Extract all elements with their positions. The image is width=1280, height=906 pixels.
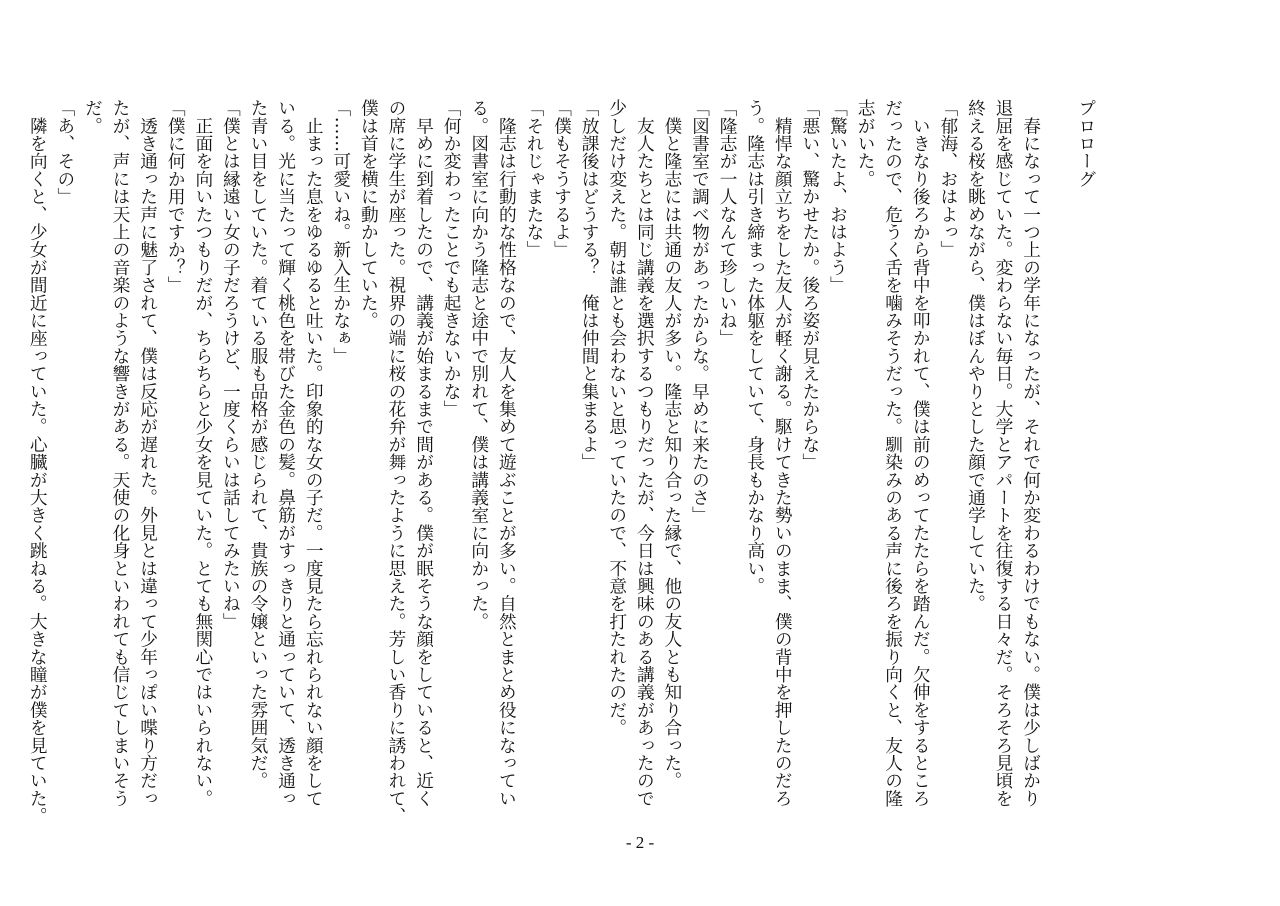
text-line: 「郁海、おはよっ」 — [937, 99, 958, 259]
text-line: 隣を向くと、少女が間近に座っていた。心臓が大きく跳ねる。大きな瞳が僕を見ていた。 — [27, 99, 48, 825]
text-line: 透き通った声に魅了されて、僕は反応が遅れた。外見とは違って少年っぽい喋り方だっ — [137, 99, 158, 807]
text-line: 「驚いたよ、おはよう」 — [827, 99, 848, 294]
text-line: 「隆志が一人なんて珍しいね」 — [717, 99, 738, 347]
text-line: る。図書室に向かう隆志と途中で別れて、僕は講義室に向かった。 — [468, 99, 489, 630]
text-line: 止まった息をゆるゆると吐いた。印象的な女の子だ。一度見たら忘れられない顔をして — [303, 99, 324, 807]
text-line: たが、声には天上の音楽のような響きがある。天使の化身といわれても信じてしまいそう — [110, 99, 131, 807]
text-line: 僕は首を横に動かしていた。 — [358, 99, 379, 330]
text-line: 正面を向いたつもりだが、ちらちらと少女を見ていた。とても無関心ではいられない。 — [192, 99, 213, 807]
text-line: 志がいた。 — [855, 99, 876, 188]
text-line: 「……可愛いね。新入生かなぁ」 — [330, 99, 351, 365]
text-line: 終える桜を眺めながら、僕はぼんやりとした顔で通学していた。 — [965, 99, 986, 613]
text-line: 「それじゃまたな」 — [523, 99, 544, 259]
text-line: 隆志は行動的な性格なので、友人を集めて遊ぶことが多い。自然とまとめ役になってい — [496, 99, 517, 807]
text-line: 春になって一つ上の学年になったが、それで何か変わるわけでもない。僕は少しばかり — [1020, 99, 1041, 807]
text-line: いる。光に当たって輝く桃色を帯びた金色の髪。鼻筋がすっきりと通っていて、透き通っ — [275, 99, 296, 807]
text-line: 友人たちとは同じ講義を選択するつもりだったが、今日は興味のある講義があったので — [634, 99, 655, 807]
text-line: 「何か変わったことでも起きないかな」 — [441, 99, 462, 418]
text-line: う。隆志は引き締まった体躯をしていて、身長もかなり高い。 — [744, 99, 765, 595]
text-line: た青い目をしていた。着ている服も品格が感じられて、貴族の令嬢といった雰囲気だ。 — [248, 99, 268, 790]
text-line: だ。 — [82, 99, 103, 135]
page-number: - 2 - — [625, 833, 655, 852]
text-line: 「僕に何か用ですか？」 — [165, 99, 186, 294]
text-line: 「悪い、驚かせたか。後ろ姿が見えたからな」 — [799, 99, 820, 471]
text-line: 少しだけ変えた。朝は誰とも会わないと思っていたので、不意を打たれたのだ。 — [606, 99, 627, 737]
text-line: 「僕もそうするよ」 — [551, 99, 572, 259]
text-line: 退屈を感じていた。変わらない毎日。大学とアパートを往復する日々だ。そろそろ見頃を — [993, 99, 1014, 807]
text-line: いきなり後ろから背中を叩かれて、僕は前のめってたたらを踏んだ。欠伸をするところ — [910, 99, 931, 807]
text-line: 「放課後はどうする？ 俺は仲間と集まるよ」 — [579, 99, 600, 471]
text-line: 精悍な顔立ちをした友人が軽く謝る。駆けてきた勢いのまま、僕の背中を押したのだろ — [772, 99, 793, 807]
text-line: 「僕とは縁遠い女の子だろうけど、一度くらいは話してみたいね」 — [220, 99, 241, 630]
text-line: の席に学生が座った。視界の端に桜の花弁が舞ったように思えた。芳しい香りに誘われて、 — [385, 99, 406, 825]
text-line: 僕と隆志には共通の友人が多い。隆志と知り合った縁で、他の友人とも知り合った。 — [661, 99, 682, 790]
text-line: 「図書室で調べ物があったからな。早めに来たのさ」 — [689, 99, 710, 524]
text-line: 早めに到着したので、講義が始まるまで間がある。僕が眠そうな顔をしていると、近く — [413, 99, 434, 807]
vertical-text-body — [23, 99, 1154, 829]
text-line: だったので、危うく舌を噛みそうだった。馴染みのある声に後ろを振り向くと、友人の隆 — [882, 99, 903, 807]
text-line: 「あ、その」 — [54, 99, 75, 206]
chapter-heading: プロローグ — [1075, 99, 1096, 188]
